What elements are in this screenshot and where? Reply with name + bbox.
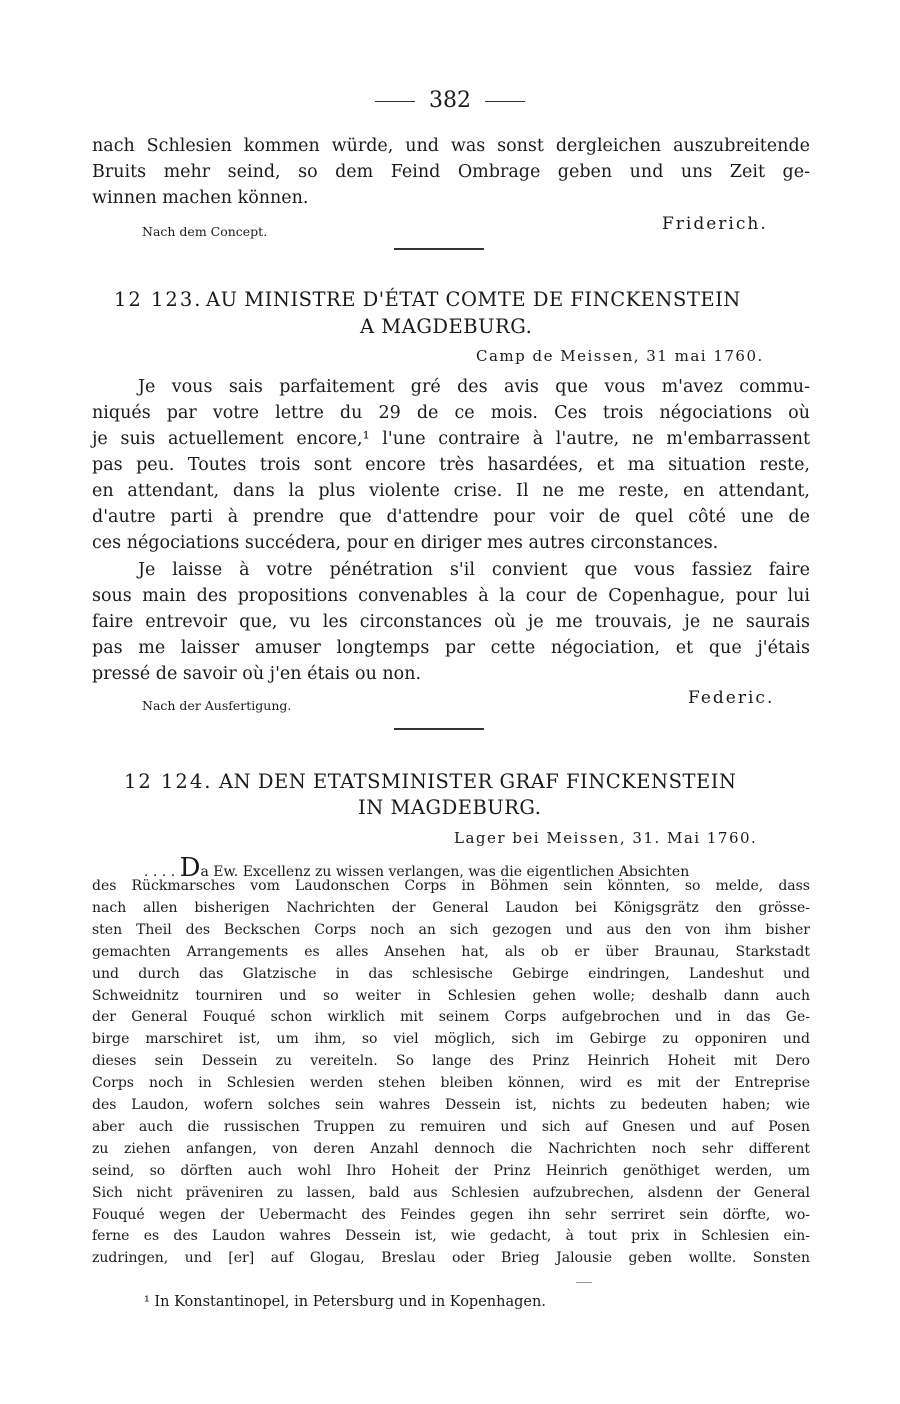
source-note: Nach der Ausfertigung. xyxy=(142,698,292,713)
first-line-rest: a Ew. Excellenz zu wissen verlangen, was die eigentlichen Absichten xyxy=(200,864,690,880)
paragraph-line: ces négociations succédera, pour en diriger mes autres circonstances. xyxy=(92,533,719,553)
signature: Federic. xyxy=(688,688,775,708)
ellipsis: . . . . xyxy=(144,864,180,880)
text-line: dieses sein Dessein zu vereiteln. So lange des Prinz Heinrich Hoheit mit Dero xyxy=(92,1053,810,1070)
paragraph-line: en attendant, dans la plus violente crise. Il ne me reste, en attendant, xyxy=(92,481,810,501)
paragraph-line: pas me laisser amuser longtemps par cette négociation, et que j'étais xyxy=(92,638,810,658)
letter-title-line-2: A MAGDEBURG. xyxy=(360,315,533,338)
letter-number: 12 123. xyxy=(114,288,203,311)
text-line: der General Fouqué schon wirklich mit seinem Corps aufgebrochen und in das Ge- xyxy=(92,1009,810,1026)
page-number-header xyxy=(0,88,900,113)
paragraph-line: Je vous sais parfaitement gré des avis que vous m'avez commu- xyxy=(138,377,810,397)
page-number: 382 xyxy=(429,88,471,113)
text-line: aber auch die russischen Truppen zu remuiren und sich auf Gnesen und auf Posen xyxy=(92,1118,810,1135)
top-line-2: Bruits mehr seind, so dem Feind Ombrage geben und uns Zeit ge- xyxy=(92,162,810,182)
section-divider xyxy=(394,248,484,250)
text-line: Sich nicht präveniren zu lassen, bald aus Schlesien aufzubrechen, alsdenn der General xyxy=(92,1184,810,1201)
letter-title-line-1: AU MINISTRE D'ÉTAT COMTE DE FINCKENSTEIN xyxy=(206,288,741,311)
text-line: und durch das Glatzische in das schlesische Gebirge eindringen, Landeshut und xyxy=(92,965,810,982)
dash-right xyxy=(485,101,525,102)
text-line: Corps noch in Schlesien werden stehen bleiben können, wird es mit der Entreprise xyxy=(92,1075,810,1092)
paragraph-line: pas peu. Toutes trois sont encore très hasardées, et ma situation reste, xyxy=(92,455,810,475)
text-line: zu ziehen anfangen, von deren Anzahl dennoch die Nachrichten noch sehr different xyxy=(92,1140,810,1157)
footnote-mark xyxy=(576,1282,592,1283)
section-divider xyxy=(394,728,484,730)
text-line: des Rückmarsches vom Laudonschen Corps in Böhmen sein könnten, so melde, dass xyxy=(92,878,810,894)
place-date: Camp de Meissen, 31 mai 1760. xyxy=(476,347,764,365)
letter-heading xyxy=(114,288,202,311)
top-line-1: nach Schlesien kommen würde, und was sonst dergleichen auszubreitende xyxy=(92,136,810,156)
text-line: des Laudon, wofern solches sein wahres Dessein ist, nichts zu bedeuten haben; wie xyxy=(92,1097,810,1113)
signature: Friderich. xyxy=(662,214,768,234)
text-line: seind, so dörften auch wohl Ihro Hoheit der Prinz Heinrich genöthiget werden, um xyxy=(92,1162,810,1179)
letter-number: 12 124. xyxy=(124,770,213,793)
paragraph-line: pressé de savoir où j'en étais ou non. xyxy=(92,664,422,684)
paragraph-line: Je laisse à votre pénétration s'il convient que vous fassiez faire xyxy=(138,560,810,580)
paragraph-line: d'autre parti à prendre que d'attendre pour voir de quel côté une de xyxy=(92,507,810,527)
paragraph-line: faire entrevoir que, vu les circonstances où je me trouvais, je ne saurais xyxy=(92,612,810,632)
place-date: Lager bei Meissen, 31. Mai 1760. xyxy=(454,829,758,847)
text-line: Fouqué wegen der Uebermacht des Feindes gegen ihn sehr serriret sein dörfte, wo- xyxy=(92,1206,810,1223)
text-line: nach allen bisherigen Nachrichten der General Laudon bei Königsgrätz den grösse- xyxy=(92,899,810,916)
top-line-3: winnen machen können. xyxy=(92,188,309,208)
text-line: sten Theil des Beckschen Corps noch an sich gezogen und aus den von ihm bisher xyxy=(92,921,810,938)
paragraph-line: niqués par votre lettre du 29 de ce mois. Ces trois négociations où xyxy=(92,403,810,423)
letter-heading xyxy=(124,770,212,793)
footnote: ¹ In Konstantinopel, in Petersburg und in Kopenhagen. xyxy=(144,1294,546,1310)
text-line: ferne es des Laudon wahres Dessein ist, wie gedacht, à tout prix in Schlesien ein- xyxy=(92,1228,810,1245)
paragraph-line: je suis actuellement encore,¹ l'une contraire à l'autre, ne m'embarrassent xyxy=(92,429,810,449)
dropcap: D xyxy=(179,853,201,883)
text-line: zudringen, und [er] auf Glogau, Breslau oder Brieg Jalousie geben wollte. Sonsten xyxy=(92,1250,810,1267)
letter-title-line-2: IN MAGDEBURG. xyxy=(358,796,542,819)
paragraph-line: sous main des propositions convenables à la cour de Copenhague, pour lui xyxy=(92,586,810,606)
text-line: birge marschiret ist, um ihm, so viel möglich, sich im Gebirge zu opponiren und xyxy=(92,1031,810,1048)
source-note: Nach dem Concept. xyxy=(142,224,268,239)
text-line: gemachten Arrangements es alles Ansehen hat, als ob er über Braunau, Starkstadt xyxy=(92,943,810,960)
dash-left xyxy=(375,101,415,102)
letter-title-line-1: AN DEN ETATSMINISTER GRAF FINCKENSTEIN xyxy=(219,770,737,793)
text-line: Schweidnitz tourniren und so weiter in Schlesien gehen wolle; deshalb dann auch xyxy=(92,987,810,1004)
